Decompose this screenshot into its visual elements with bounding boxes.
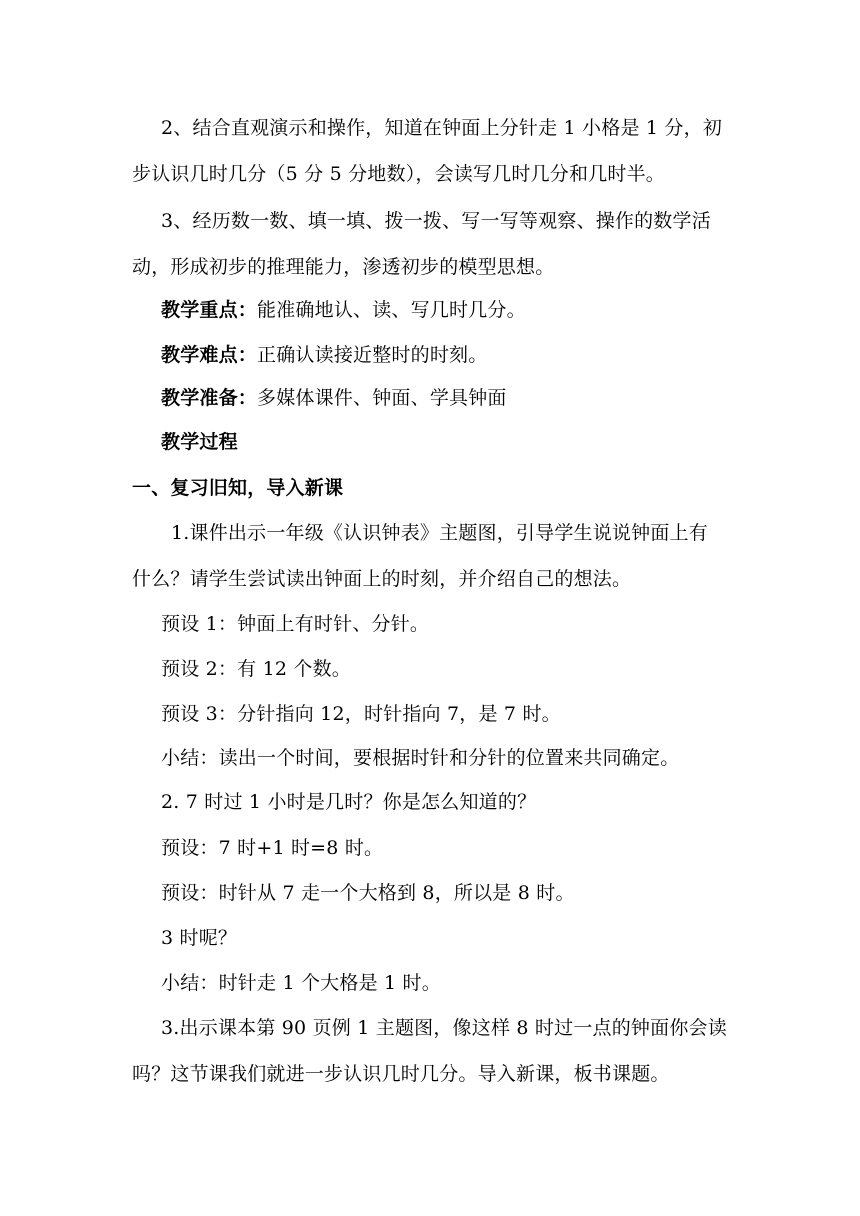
key-points-label: 教学重点： [161,299,258,321]
step-3-line-1: 3.出示课本第 90 页例 1 主题图，像这样 8 时过一点的钟面你会读 [161,1017,727,1039]
step-1-preset-2: 预设 2：有 12 个数。 [161,658,351,680]
key-points [161,298,526,322]
key-points-text: 能准确地认、读、写几时几分。 [257,299,526,321]
step-2-preset-b: 预设：时针从 7 走一个大格到 8，所以是 8 时。 [161,882,575,904]
objective-2-line-1: 2、结合直观演示和操作，知道在钟面上分针走 1 小格是 1 分，初 [161,117,723,139]
step-1-line-1: 1.课件出示一年级《认识钟表》主题图，引导学生说说钟面上有 [171,522,708,544]
objective-3-line-2: 动，形成初步的推理能力，渗透初步的模型思想。 [132,256,555,278]
step-1-preset-3: 预设 3：分针指向 12，时针指向 7，是 7 时。 [161,703,561,725]
step-1-preset-1: 预设 1：钟面上有时针、分针。 [161,613,430,635]
difficulties [161,343,487,367]
objective-2-line-2: 步认识几时几分（5 分 5 分地数），会读写几时几分和几时半。 [132,163,665,185]
preparation-text: 多媒体课件、钟面、学具钟面 [257,387,507,409]
step-2-question: 2. 7 时过 1 小时是几时？你是怎么知道的？ [161,791,537,813]
step-2-summary: 小结：时针走 1 个大格是 1 时。 [161,972,441,994]
difficulties-text: 正确认读接近整时的时刻。 [257,344,488,366]
process-title: 教学过程 [161,431,238,453]
objective-3-line-1: 3、经历数一数、填一填、拨一拨、写一写等观察、操作的数学活 [161,210,711,232]
step-2-followup: 3 时呢？ [161,927,238,949]
step-1-summary: 小结：读出一个时间，要根据时针和分针的位置来共同确定。 [161,747,680,769]
preparation [161,386,507,410]
difficulties-label: 教学难点： [161,344,258,366]
step-2-preset-a: 预设：7 时+1 时=8 时。 [161,837,384,859]
step-3-line-2: 吗？这节课我们就进一步认识几时几分。导入新课，板书课题。 [132,1063,670,1085]
step-1-line-2: 什么？请学生尝试读出钟面上的时刻，并介绍自己的想法。 [132,568,632,590]
section-1-title: 一、复习旧知，导入新课 [132,477,344,499]
preparation-label: 教学准备： [161,387,258,409]
